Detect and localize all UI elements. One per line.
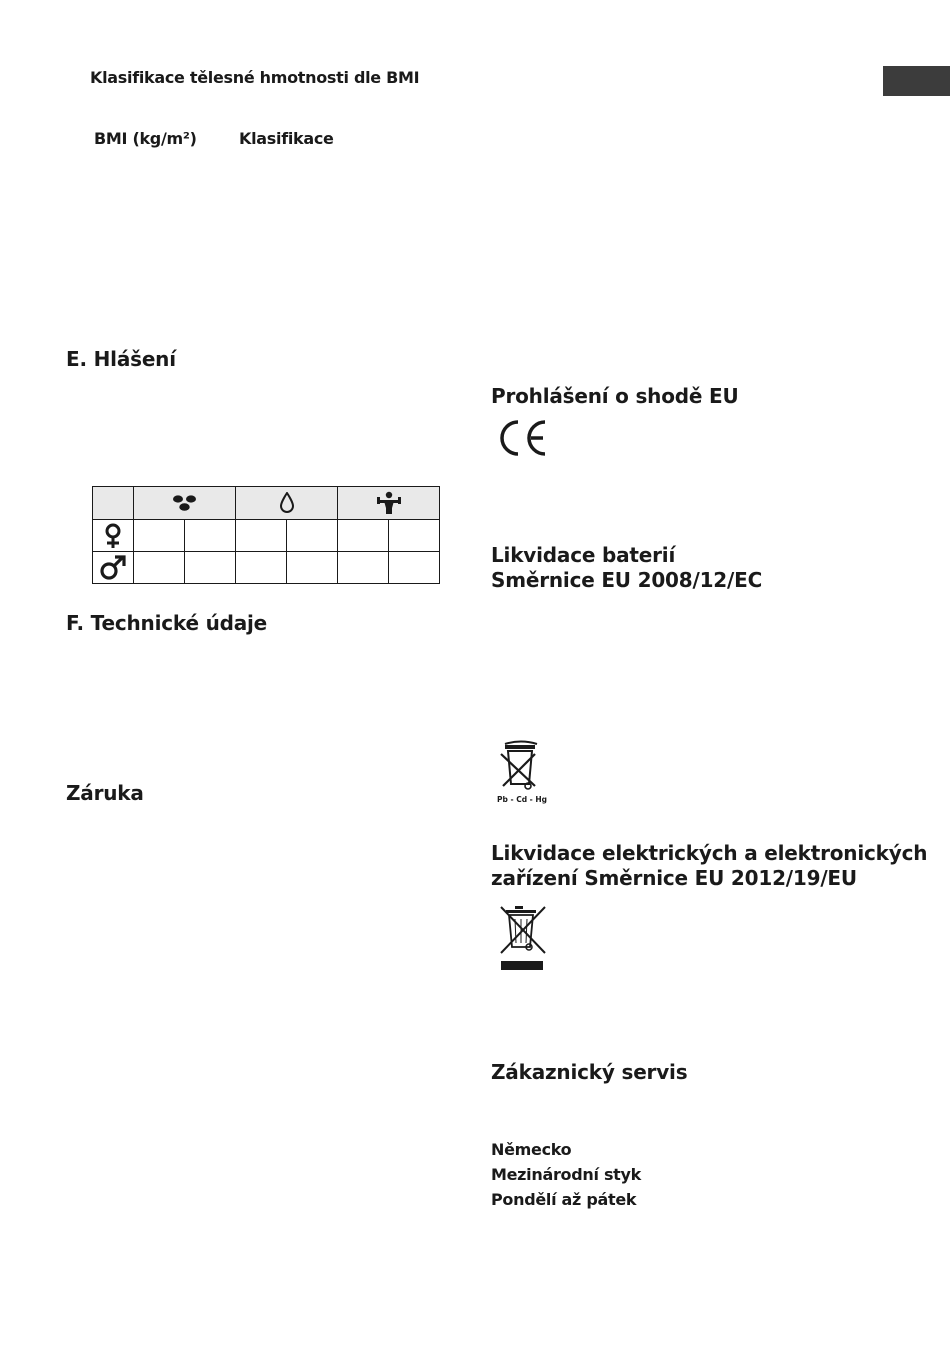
female-row-header — [93, 520, 134, 552]
battery-disposal-title — [491, 543, 762, 593]
language-tab-marker — [883, 66, 950, 96]
classification-column-header: Klasifikace — [239, 129, 334, 148]
table-cell — [185, 552, 236, 584]
service-line-international: Mezinárodní styk — [491, 1165, 641, 1184]
table-cell — [134, 552, 185, 584]
battery-bin-symbol — [495, 740, 547, 806]
table-cell — [287, 520, 338, 552]
table-cell — [287, 552, 338, 584]
table-cell — [236, 520, 287, 552]
male-symbol-icon — [99, 555, 127, 581]
weee-disposal-title-line1: Likvidace elektrických a elektronických — [491, 841, 928, 865]
table-cell — [338, 552, 389, 584]
service-line-germany: Německo — [491, 1140, 572, 1159]
section-e-title: E. Hlášení — [66, 347, 176, 371]
section-f-title: F. Technické údaje — [66, 611, 268, 635]
battery-heavy-metals-label: Pb - Cd - Hg — [497, 795, 548, 804]
body-fat-icon — [171, 493, 199, 513]
indicator-table-header-row — [93, 487, 440, 520]
water-drop-icon — [279, 492, 295, 514]
indicator-table — [92, 486, 440, 584]
warranty-title: Záruka — [66, 781, 144, 805]
ce-declaration-title: Prohlášení o shodě EU — [491, 384, 739, 408]
water-column-header — [236, 487, 338, 520]
weee-bin-icon — [497, 903, 549, 973]
female-row — [93, 520, 440, 552]
table-cell — [185, 520, 236, 552]
muscle-icon — [375, 491, 403, 515]
table-cell — [389, 552, 440, 584]
weee-disposal-title-line2: zařízení Směrnice EU 2012/19/EU — [491, 866, 857, 890]
bmi-classification-title: Klasifikace tělesné hmotnosti dle BMI — [90, 68, 420, 87]
battery-disposal-title-line2: Směrnice EU 2008/12/EC — [491, 568, 763, 592]
male-row-header — [93, 552, 134, 584]
service-line-hours: Pondělí až pátek — [491, 1190, 637, 1209]
table-cell — [134, 520, 185, 552]
battery-disposal-title-line1: Likvidace baterií — [491, 543, 676, 567]
ce-mark-icon — [495, 419, 549, 457]
table-cell — [389, 520, 440, 552]
bmi-column-header: BMI (kg/m²) — [94, 129, 197, 148]
crossed-bin-icon — [495, 740, 547, 794]
muscle-column-header — [338, 487, 440, 520]
table-cell — [236, 552, 287, 584]
body-fat-column-header — [134, 487, 236, 520]
table-cell — [338, 520, 389, 552]
table-corner-cell — [93, 487, 134, 520]
male-row — [93, 552, 440, 584]
female-symbol-icon — [102, 523, 124, 549]
customer-service-title: Zákaznický servis — [491, 1060, 688, 1084]
weee-disposal-title — [491, 841, 927, 891]
